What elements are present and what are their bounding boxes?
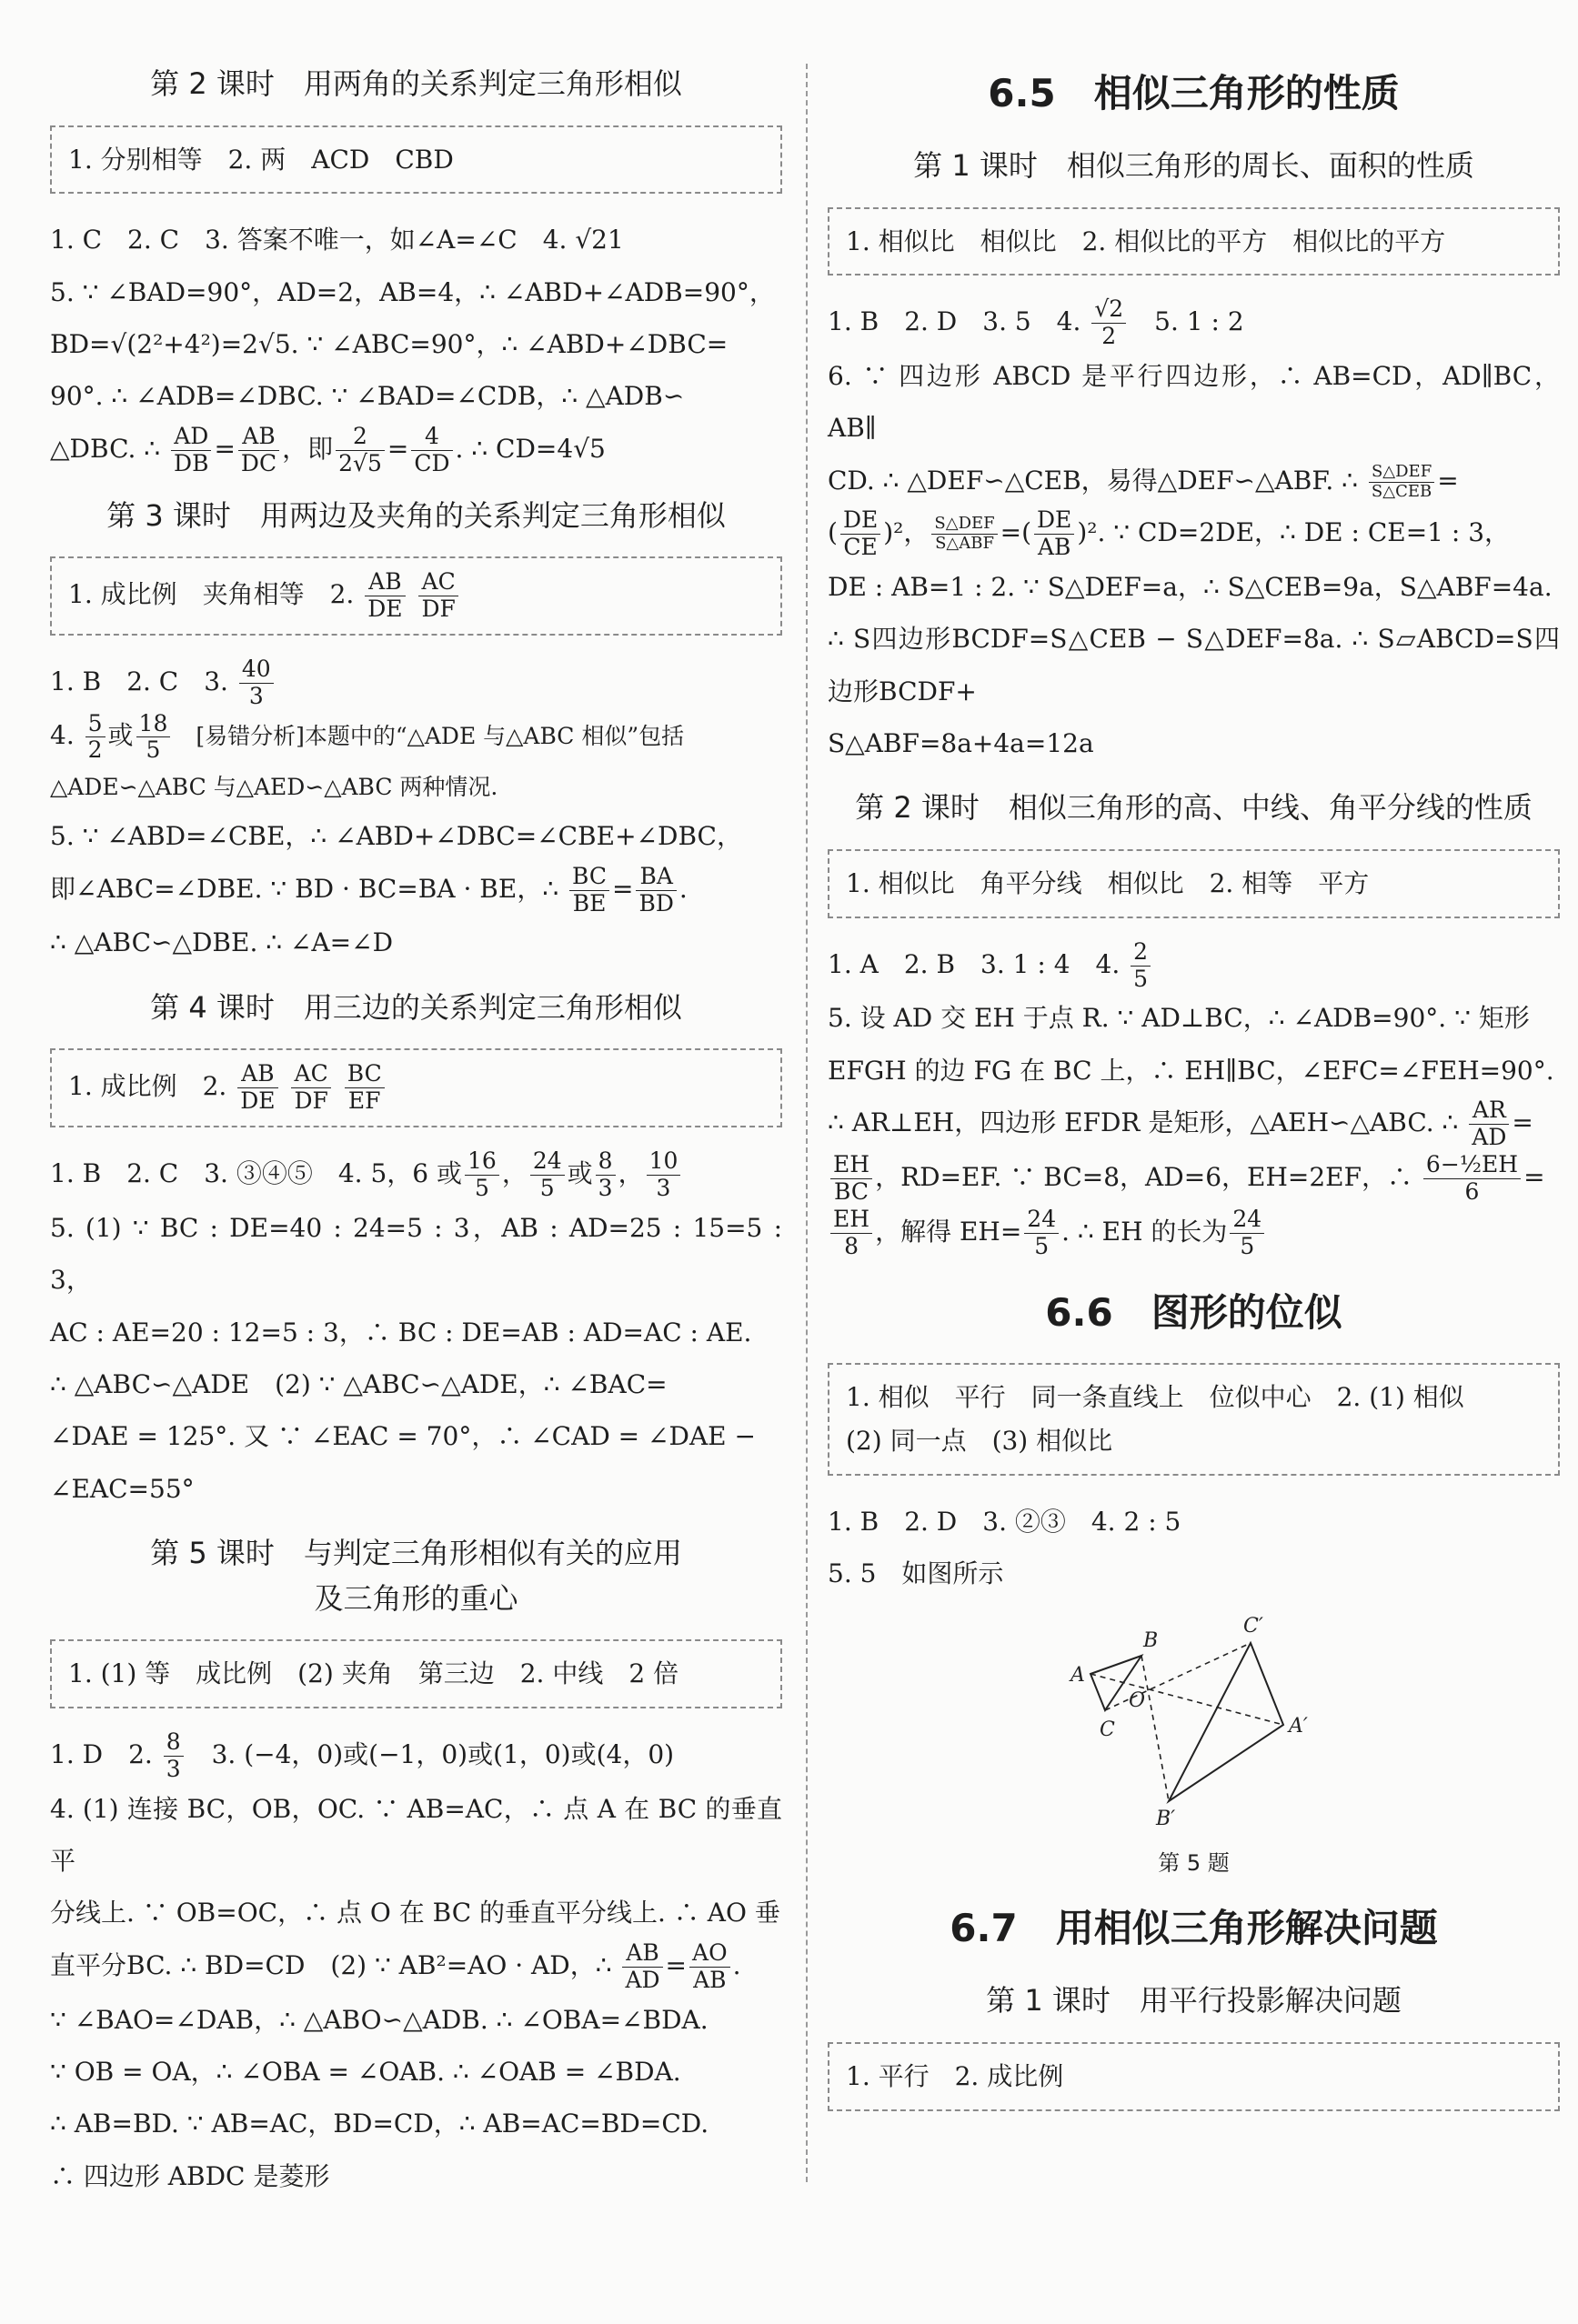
fraction: $\frac{EH}{BC}$: [830, 1152, 872, 1206]
right-column: [828, 55, 1560, 2131]
answer-line: ∴ AB=BD. ∵ AB=AC，BD=CD，∴ AB=AC=BD=CD.: [50, 2109, 709, 2139]
answer-line: 4. (1) 连接 BC，OB，OC. ∵ AB=AC，∴ 点 A 在 BC 的垂直平: [50, 1793, 782, 1876]
answer-line: ∵ OB = OA，∴ ∠OBA = ∠OAB. ∴ ∠OAB = ∠BDA.: [50, 2056, 681, 2087]
answer-line: ∴ 四边形 ABDC 是菱形: [50, 2160, 330, 2191]
answer-line: 5. 5 如图所示: [828, 1558, 1004, 1588]
answer-line: 1. A 2. B 3. 1 : 4 4. $\frac{2}{5}$: [828, 938, 1560, 993]
section-6-5-title: 6.5 相似三角形的性质: [988, 71, 1400, 115]
section-6-5-fill-box-1: 1. 相似比 相似比 2. 相似比的平方 相似比的平方: [828, 207, 1560, 276]
fraction: $\frac{AB}{AD}$: [622, 1940, 662, 1994]
answer-line: △DBC. ∴ $\frac{AD}{DB}$ = $\frac{AB}{DC}$ ，即 $\frac{2}{2√5}$ = $\frac{4}{CD}$ . ∴ CD=4√5: [50, 423, 606, 476]
answer-line: AC : AE=20 : 12=5 : 3，∴ BC : DE=AB : AD=AC : AE.: [50, 1317, 752, 1347]
answer-line: ∵ ∠BAO=∠DAB，∴ △ABO∽△ADB. ∴ ∠OBA=∠BDA.: [50, 2004, 709, 2035]
answer-line: 即∠ABC=∠DBE. ∵ BD · BC=BA · BE，∴ $\frac{BC}{BE}$ = $\frac{BA}{BD}$ .: [50, 862, 688, 917]
answer-line: ( $\frac{DE}{CE}$ )²， $\frac{\text{S△DEF}}{\text{S△ABF}}$ =( $\frac{DE}{AB}$ )². ∵ CD=2DE，∴ DE : CE=1 : 3，: [828, 506, 1511, 561]
answer-line: 1. B 2. D 3. ②③ 4. 2 : 5: [828, 1506, 1181, 1537]
answer-line: 5. 设 AD 交 EH 于点 R. ∵ AD⊥BC，∴ ∠ADB=90°. ∵ 矩形: [828, 1003, 1530, 1034]
answer-line: $\frac{EH}{8}$ ，解得 EH= $\frac{24}{5}$ . ∴ EH 的长为 $\frac{24}{5}$: [828, 1206, 1560, 1260]
answer-line: 1. B 2. C 3. ③④⑤ 4. 5，6 或 $\frac{16}{5}$ ， $\frac{24}{5}$ 或 $\frac{8}{3}$ ， $\frac{10}{3}$: [50, 1147, 782, 1202]
answer-line: 4. $\frac{5}{2}$ 或 $\frac{18}{5}$ [易错分析]本题中的“△ADE 与△ABC 相似”包括: [50, 709, 685, 764]
fraction: $\frac{AB}{DE}$: [237, 1061, 277, 1115]
fraction: $\frac{\text{S△DEF}}{\text{S△CEB}}$: [1369, 463, 1434, 501]
lesson-1-title: 第 1 课时 用平行投影解决问题: [986, 1983, 1402, 2018]
fraction: $\frac{18}{5}$: [136, 711, 171, 765]
fraction: $\frac{AR}{AD}$: [1469, 1097, 1509, 1151]
fraction: $\frac{8}{3}$: [596, 1148, 616, 1202]
answer-line: 5. ∵ ∠BAD=90°，AD=2，AB=4，∴ ∠ABD+∠ADB=90°，: [50, 276, 775, 307]
fraction: $\frac{DE}{AB}$: [1034, 507, 1074, 561]
section-6-6-fill-box: 1. 相似 平行 同一条直线上 位似中心 2. (1) 相似 (2) 同一点 (3) 相似比: [828, 1363, 1560, 1475]
answer-line: 5. (1) ∵ BC : DE=40 : 24=5 : 3，AB : AD=25 : 15=5 : 3，: [50, 1212, 782, 1296]
lesson-3-fill-box: 1. 成比例 夹角相等 2. $\frac{AB}{DE}$ $\frac{AC}{DF}$: [50, 556, 782, 636]
fraction: $\frac{5}{2}$: [85, 711, 106, 765]
lesson-5-fill-box: 1. (1) 等 成比例 (2) 夹角 第三边 2. 中线 2 倍: [50, 1639, 782, 1708]
label-c: C: [1099, 1718, 1115, 1742]
dashed-ray-a: [1091, 1674, 1283, 1725]
fraction: $\frac{\text{6−½EH}}{6}$: [1423, 1152, 1521, 1206]
fraction: $\frac{16}{5}$: [465, 1148, 499, 1202]
triangle-abc-image: [1169, 1643, 1283, 1801]
answer-line: ∠EAC=55°: [50, 1473, 195, 1504]
label-a-prime: A′: [1288, 1715, 1308, 1738]
answer-line: CD. ∴ △DEF∽△CEB，易得△DEF∽△ABF. ∴ $\frac{\text{S△DEF}}{\text{S△CEB}}$ =: [828, 462, 1459, 501]
label-o: O: [1128, 1689, 1145, 1713]
fraction: $\frac{AC}{DF}$: [291, 1061, 330, 1115]
lesson-2-title: 第 2 课时 用两角的关系判定三角形相似: [150, 66, 682, 101]
fraction: $\frac{AO}{AB}$: [689, 1940, 730, 1994]
answer-line: $\frac{EH}{BC}$ ，RD=EF. ∵ BC=8，AD=6，EH=2EF，∴ $\frac{\text{6−½EH}}{6}$ =: [828, 1151, 1560, 1206]
lesson-4-fill-box: 1. 成比例 2. $\frac{AB}{DE}$ $\frac{AC}{DF}$ $\frac{BC}{EF}$: [50, 1048, 782, 1127]
answer-line: EFGH 的边 FG 在 BC 上，∴ EH∥BC，∠EFC=∠FEH=90°.: [828, 1055, 1554, 1086]
fraction: $\frac{2}{5}$: [1131, 939, 1151, 993]
answer-line: ∴ AR⊥EH，四边形 EFDR 是矩形，△AEH∽△ABC. ∴ $\frac{AR}{AD}$ =: [828, 1097, 1533, 1151]
answer-line: ∴ △ABC∽△DBE. ∴ ∠A=∠D: [50, 927, 394, 958]
lesson-5-title: 第 5 课时 与判定三角形相似有关的应用 及三角形的重心: [150, 1536, 682, 1616]
fraction: $\frac{4}{CD}$: [411, 424, 452, 477]
answer-line: ∠DAE = 125°. 又 ∵ ∠EAC = 70°，∴ ∠CAD = ∠DAE −: [50, 1421, 756, 1452]
homothety-figure: [1058, 1608, 1331, 1845]
answer-line: ∴ S四边形BCDF=S△CEB − S△DEF=8a. ∴ S▱ABCD=S四边形BCDF+: [828, 624, 1560, 706]
answer-line: 6. ∵ 四边形 ABCD 是平行四边形，∴ AB=CD，AD∥BC，AB∥: [828, 360, 1560, 444]
section-6-7-title: 6.7 用相似三角形解决问题: [950, 1906, 1438, 1951]
answer-line: 1. C 2. C 3. 答案不唯一，如∠A=∠C 4. √21: [50, 225, 624, 255]
fraction: $\frac{AC}{DF}$: [418, 569, 457, 623]
fraction: $\frac{\text{S△DEF}}{\text{S△ABF}}$: [931, 515, 997, 553]
label-b-prime: B′: [1155, 1808, 1175, 1831]
fraction: $\frac{24}{5}$: [1024, 1207, 1059, 1260]
section-6-6-title: 6.6 图形的位似: [1045, 1290, 1342, 1336]
dashed-ray-b: [1141, 1656, 1169, 1801]
fraction: $\frac{AB}{DE}$: [365, 569, 405, 623]
label-c-prime: C′: [1242, 1615, 1263, 1638]
label-a: A: [1070, 1664, 1085, 1688]
fraction: $\frac{2}{2√5}$: [336, 424, 385, 477]
fraction: $\frac{AB}{DC}$: [238, 424, 279, 477]
column-divider: [806, 64, 808, 2182]
answer-line: 1. D 2. $\frac{8}{3}$ 3. (−4，0)或(−1，0)或(1，0)或(4，0): [50, 1728, 675, 1782]
fraction: $\frac{BC}{EF}$: [345, 1061, 385, 1115]
fraction: $\frac{8}{3}$: [164, 1729, 184, 1783]
answer-line: BD=√(2²+4²)=2√5. ∵ ∠ABC=90°，∴ ∠ABD+∠DBC=: [50, 328, 729, 359]
section-6-7-fill-box: 1. 平行 2. 成比例: [828, 2042, 1560, 2111]
answer-line: ∴ △ABC∽△ADE (2) ∵ △ABC∽△ADE，∴ ∠BAC=: [50, 1368, 668, 1399]
fraction: $\frac{EH}{8}$: [830, 1207, 872, 1260]
fraction: $\frac{AD}{DB}$: [171, 424, 211, 477]
left-column: [50, 55, 782, 2202]
answer-line: 90°. ∴ ∠ADB=∠DBC. ∵ ∠BAD=∠CDB，∴ △ADB∽: [50, 381, 685, 412]
answer-line: 1. B 2. C 3. $\frac{40}{3}$: [50, 656, 782, 710]
answer-line: 1. B 2. D 3. 5 4. $\frac{√2}{2}$ 5. 1 : 2: [828, 296, 1244, 350]
label-b: B: [1142, 1629, 1158, 1653]
lesson-2-fill-box: 1. 分别相等 2. 两 ACD CBD: [50, 125, 782, 195]
fraction: $\frac{BC}{BE}$: [569, 864, 609, 917]
answer-line: S△ABF=8a+4a=12a: [828, 728, 1094, 759]
answer-line: 分线上. ∵ OB=OC，∴ 点 O 在 BC 的垂直平分线上. ∴ AO 垂: [50, 1898, 780, 1928]
lesson-2-title: 第 2 课时 相似三角形的高、中线、角平分线的性质: [855, 790, 1533, 826]
answer-line: 5. ∵ ∠ABD=∠CBE，∴ ∠ABD+∠DBC=∠CBE+∠DBC，: [50, 821, 742, 852]
fraction: $\frac{√2}{2}$: [1091, 296, 1126, 350]
lesson-4-title: 第 4 课时 用三边的关系判定三角形相似: [150, 989, 682, 1025]
answer-line: △ADE∽△ABC 与△AED∽△ABC 两种情况.: [50, 774, 498, 801]
fraction: $\frac{24}{5}$: [1230, 1207, 1264, 1260]
fraction: $\frac{DE}{CE}$: [840, 507, 880, 561]
section-6-5-fill-box-2: 1. 相似比 角平分线 相似比 2. 相等 平方: [828, 849, 1560, 918]
answer-line: DE : AB=1 : 2. ∵ S△DEF=a，∴ S△CEB=9a，S△ABF=4a.: [828, 571, 1553, 602]
fraction: $\frac{24}{5}$: [530, 1148, 565, 1202]
fraction: $\frac{10}{3}$: [647, 1148, 681, 1202]
lesson-1-title: 第 1 课时 相似三角形的周长、面积的性质: [913, 148, 1474, 183]
fraction: $\frac{40}{3}$: [239, 656, 274, 710]
answer-line: 直平分BC. ∴ BD=CD (2) ∵ AB²=AO · AD，∴ $\frac{AB}{AD}$ = $\frac{AO}{AB}$ .: [50, 1939, 741, 1993]
fraction: $\frac{BA}{BD}$: [636, 864, 676, 917]
figure-caption: 第 5 题: [1158, 1850, 1230, 1877]
lesson-3-title: 第 3 课时 用两边及夹角的关系判定三角形相似: [106, 497, 726, 533]
